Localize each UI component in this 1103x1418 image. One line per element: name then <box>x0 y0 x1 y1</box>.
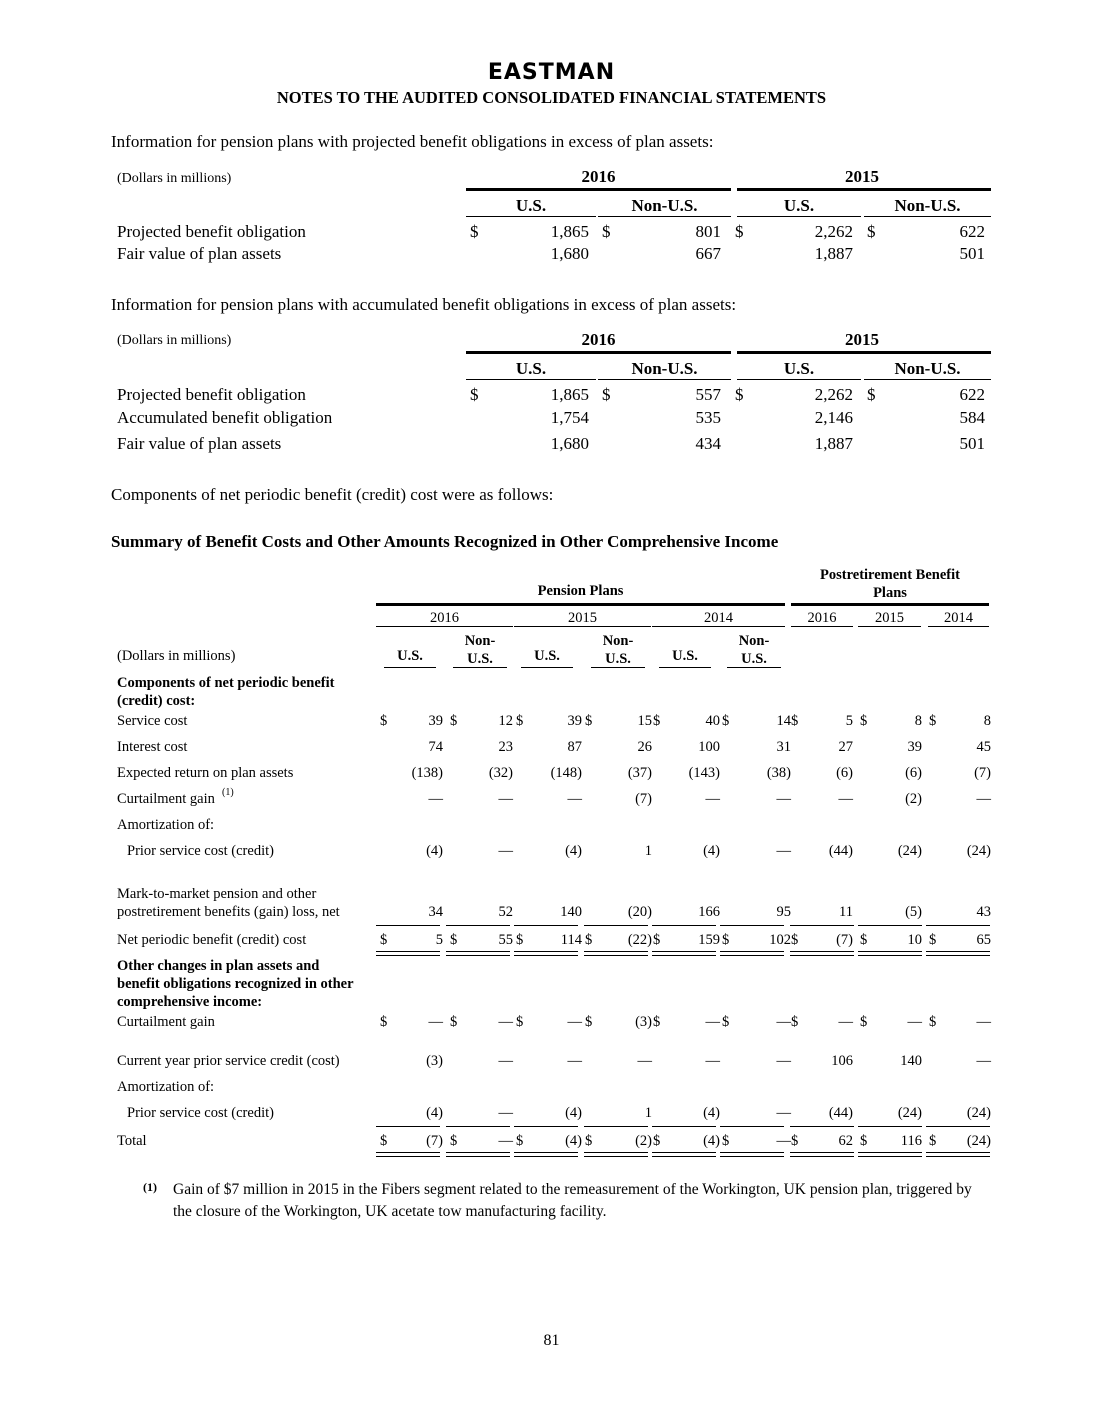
table2-intro: Information for pension plans with accumulated benefit obligations in excess of plan assets: <box>111 295 737 314</box>
dollar-sign: $ <box>602 222 611 241</box>
dollar-sign: $ <box>470 222 479 241</box>
dollar-sign: $ <box>929 1014 937 1030</box>
dollar-sign: $ <box>380 713 388 729</box>
summary-cell: 140 <box>900 1053 922 1069</box>
table1-col-us-2015: U.S. <box>783 196 815 215</box>
dollar-sign: $ <box>929 1133 937 1149</box>
summary-cell: (37) <box>627 765 652 781</box>
summary-row-label: Curtailment gain <box>117 791 215 807</box>
dollar-sign: $ <box>722 1133 730 1149</box>
table2-row-label: Fair value of plan assets <box>117 434 282 453</box>
summary-cell: (32) <box>488 765 513 781</box>
dollar-sign: $ <box>450 1133 458 1149</box>
summary-cell: — <box>498 791 513 807</box>
dollar-sign: $ <box>585 932 593 948</box>
dollar-sign: $ <box>929 932 937 948</box>
summary-cell: 26 <box>637 739 652 755</box>
summary-cell: (7) <box>635 791 652 807</box>
dollar-sign: $ <box>722 713 730 729</box>
summary-cell: — <box>498 1014 513 1030</box>
table1-cell: 1,680 <box>550 244 589 263</box>
summary-cell: 116 <box>900 1133 922 1149</box>
summary-cell: (24) <box>966 843 991 859</box>
summary-cell: — <box>776 1133 791 1149</box>
summary-cell: 40 <box>705 713 720 729</box>
summary-cell: (7) <box>974 765 991 781</box>
table2-cell: 1,680 <box>550 434 589 453</box>
dollar-sign: $ <box>860 932 868 948</box>
dollar-sign: $ <box>791 932 799 948</box>
page-number: 81 <box>543 1332 560 1349</box>
summary-cell: — <box>498 1133 513 1149</box>
col-header-non: Non- <box>602 633 634 649</box>
dollar-sign: $ <box>860 1133 868 1149</box>
total-label: Total <box>117 1133 147 1149</box>
summary-cell: (7) <box>426 1133 443 1149</box>
summary-cell: 39 <box>428 713 443 729</box>
dollar-sign: $ <box>791 1133 799 1149</box>
dollar-sign: $ <box>653 713 661 729</box>
amortization-label: Amortization of: <box>117 1079 215 1095</box>
summary-cell: (5) <box>905 904 922 920</box>
dollar-sign: $ <box>867 385 876 404</box>
table2-year-2016: 2016 <box>581 330 616 349</box>
summary-cell: (20) <box>627 904 652 920</box>
section1-heading-1: Components of net periodic benefit <box>117 675 335 691</box>
postretirement-header-2: Plans <box>873 585 907 601</box>
summary-row-label: Service cost <box>117 713 188 729</box>
summary-cell: 102 <box>769 932 791 948</box>
summary-cell: (44) <box>828 1105 853 1121</box>
dollar-sign: $ <box>722 1014 730 1030</box>
summary-cell: — <box>776 1014 791 1030</box>
summary-cell: (4) <box>565 843 582 859</box>
table2-cell: 557 <box>695 385 721 404</box>
summary-cell: 31 <box>776 739 791 755</box>
footnote-line2: the closure of the Workington, UK acetate tow manufacturing facility. <box>173 1203 607 1220</box>
curtailment-label: Curtailment gain <box>117 1014 215 1030</box>
col-header-non-us: U.S. <box>741 651 767 667</box>
dollar-sign: $ <box>380 1133 388 1149</box>
dollar-sign: $ <box>735 222 744 241</box>
summary-year-header: 2015 <box>568 610 597 626</box>
table2-cell: 1,887 <box>814 434 853 453</box>
section2-heading-3: comprehensive income: <box>117 994 263 1010</box>
summary-cell: — <box>907 1014 922 1030</box>
table2-cell: 1,865 <box>550 385 589 404</box>
summary-cell: (4) <box>426 843 443 859</box>
summary-cell: (2) <box>905 791 922 807</box>
table2-cell: 501 <box>959 434 985 453</box>
table1-year-2015: 2015 <box>845 167 879 186</box>
summary-cell: 55 <box>498 932 513 948</box>
section1-heading-2: (credit) cost: <box>117 693 196 709</box>
summary-cell: 87 <box>567 739 582 755</box>
table1-row-label: Projected benefit obligation <box>117 222 306 241</box>
table1-intro: Information for pension plans with projected benefit obligations in excess of plan assets: <box>111 132 714 151</box>
summary-cell: 62 <box>838 1133 853 1149</box>
col-header-us: U.S. <box>672 648 698 664</box>
table2-cell: 584 <box>959 408 985 427</box>
summary-cell: — <box>976 1053 991 1069</box>
mtm-label-1: Mark-to-market pension and other <box>117 886 317 902</box>
dollar-sign: $ <box>516 1133 524 1149</box>
summary-cell: — <box>776 843 791 859</box>
pension-plans-header: Pension Plans <box>537 583 624 599</box>
table1-units: (Dollars in millions) <box>117 171 232 186</box>
summary-cell: — <box>498 1105 513 1121</box>
psc-label: Prior service cost (credit) <box>127 1105 274 1121</box>
table2-units: (Dollars in millions) <box>117 333 232 348</box>
summary-cell: — <box>428 791 443 807</box>
summary-year-header: 2015 <box>875 610 904 626</box>
dollar-sign: $ <box>585 1014 593 1030</box>
summary-cell: 8 <box>983 713 991 729</box>
summary-cell: 106 <box>831 1053 853 1069</box>
summary-cell: (2) <box>635 1133 652 1149</box>
table1-year-2016: 2016 <box>581 167 616 186</box>
summary-year-header: 2016 <box>430 610 459 626</box>
summary-title: Summary of Benefit Costs and Other Amounts Recognized in Other Comprehensive Income <box>111 532 779 551</box>
summary-cell: (24) <box>966 1105 991 1121</box>
summary-cell: (4) <box>426 1105 443 1121</box>
summary-cell: — <box>637 1053 652 1069</box>
summary-cell: 10 <box>907 932 922 948</box>
summary-cell: (44) <box>828 843 853 859</box>
summary-cell: (4) <box>565 1133 582 1149</box>
dollar-sign: $ <box>450 932 458 948</box>
dollar-sign: $ <box>516 932 524 948</box>
summary-cell: — <box>776 1053 791 1069</box>
table2-col-nonus-2015: Non-U.S. <box>894 359 961 378</box>
section2-heading-1: Other changes in plan assets and <box>117 958 320 974</box>
summary-year-header: 2014 <box>944 610 973 626</box>
table1-cell: 667 <box>695 244 721 263</box>
dollar-sign: $ <box>450 713 458 729</box>
dollar-sign: $ <box>585 713 593 729</box>
col-header-non-us: U.S. <box>605 651 631 667</box>
components-intro: Components of net periodic benefit (credit) cost were as follows: <box>111 485 554 504</box>
col-header-non: Non- <box>738 633 770 649</box>
summary-cell: (148) <box>550 765 582 781</box>
summary-cell: (143) <box>688 765 720 781</box>
table1-cell: 501 <box>959 244 985 263</box>
summary-cell: (7) <box>836 932 853 948</box>
summary-cell: — <box>776 791 791 807</box>
dollar-sign: $ <box>791 713 799 729</box>
summary-cell: (22) <box>627 932 652 948</box>
dollar-sign: $ <box>450 1014 458 1030</box>
current-year-label: Current year prior service credit (cost) <box>117 1053 340 1069</box>
summary-cell: 43 <box>976 904 991 920</box>
table1-cell: 801 <box>695 222 721 241</box>
dollar-sign: $ <box>860 713 868 729</box>
summary-cell: 27 <box>838 739 853 755</box>
summary-cell: 8 <box>914 713 922 729</box>
company-logo: EASTMAN <box>487 60 616 85</box>
summary-cell: — <box>498 843 513 859</box>
table1-col-nonus-2015: Non-U.S. <box>894 196 961 215</box>
summary-cell: 52 <box>498 904 513 920</box>
summary-cell: 166 <box>698 904 720 920</box>
summary-cell: 12 <box>498 713 513 729</box>
dollar-sign: $ <box>516 713 524 729</box>
dollar-sign: $ <box>722 932 730 948</box>
dollar-sign: $ <box>929 713 937 729</box>
summary-year-header: 2016 <box>807 610 837 626</box>
footnote-marker: (1) <box>143 1180 157 1194</box>
summary-cell: — <box>838 791 853 807</box>
summary-cell: (4) <box>703 1105 720 1121</box>
summary-cell: 100 <box>698 739 720 755</box>
summary-cell: — <box>428 1014 443 1030</box>
table2-col-nonus-2016: Non-U.S. <box>631 359 698 378</box>
summary-cell: — <box>976 1014 991 1030</box>
table1-cell: 1,887 <box>814 244 853 263</box>
dollar-sign: $ <box>653 932 661 948</box>
summary-row-label: Prior service cost (credit) <box>127 843 274 859</box>
summary-row-label: Expected return on plan assets <box>117 765 294 781</box>
dollar-sign: $ <box>867 222 876 241</box>
summary-cell: (3) <box>635 1014 652 1030</box>
dollar-sign: $ <box>516 1014 524 1030</box>
dollar-sign: $ <box>653 1133 661 1149</box>
table2-cell: 535 <box>695 408 721 427</box>
col-header-non-us: U.S. <box>467 651 493 667</box>
summary-cell: — <box>567 1014 582 1030</box>
dollar-sign: $ <box>585 1133 593 1149</box>
summary-cell: (4) <box>703 1133 720 1149</box>
summary-cell: — <box>776 1105 791 1121</box>
summary-cell: 39 <box>567 713 582 729</box>
dollar-sign: $ <box>380 932 388 948</box>
table1-row-label: Fair value of plan assets <box>117 244 282 263</box>
table2-col-us-2015: U.S. <box>783 359 815 378</box>
table1-cell: 2,262 <box>814 222 853 241</box>
col-header-non: Non- <box>464 633 496 649</box>
summary-cell: — <box>567 1053 582 1069</box>
summary-cell: — <box>498 1053 513 1069</box>
table2-col-us-2016: U.S. <box>515 359 547 378</box>
table2-cell: 622 <box>959 385 985 404</box>
summary-cell: 1 <box>644 1105 652 1121</box>
summary-cell: — <box>705 1053 720 1069</box>
summary-cell: (138) <box>411 765 443 781</box>
summary-cell: — <box>567 791 582 807</box>
table2-year-2015: 2015 <box>845 330 879 349</box>
dollar-sign: $ <box>380 1014 388 1030</box>
summary-cell: (24) <box>897 843 922 859</box>
table1-col-nonus-2016: Non-U.S. <box>631 196 698 215</box>
summary-cell: (38) <box>766 765 791 781</box>
summary-cell: (24) <box>897 1105 922 1121</box>
summary-cell: 39 <box>907 739 922 755</box>
net-label: Net periodic benefit (credit) cost <box>117 932 307 948</box>
summary-cell: — <box>705 791 720 807</box>
summary-cell: 15 <box>637 713 652 729</box>
table2-cell: 2,262 <box>814 385 853 404</box>
summary-cell: 74 <box>428 739 443 755</box>
summary-cell: 65 <box>976 932 991 948</box>
table1-col-us-2016: U.S. <box>515 196 547 215</box>
summary-cell: (4) <box>565 1105 582 1121</box>
summary-cell: 114 <box>560 932 582 948</box>
summary-cell: 14 <box>776 713 791 729</box>
dollar-sign: $ <box>653 1014 661 1030</box>
summary-year-header: 2014 <box>704 610 733 626</box>
mtm-label-2: postretirement benefits (gain) loss, net <box>117 904 340 920</box>
summary-cell: (3) <box>426 1053 443 1069</box>
footnote-ref: (1) <box>222 787 234 798</box>
table2-cell: 434 <box>695 434 721 453</box>
col-header-us: U.S. <box>534 648 560 664</box>
dollar-sign: $ <box>860 1014 868 1030</box>
summary-cell: 11 <box>839 904 853 920</box>
summary-cell: — <box>976 791 991 807</box>
dollar-sign: $ <box>470 385 479 404</box>
summary-cell: (4) <box>703 843 720 859</box>
summary-cell: 95 <box>776 904 791 920</box>
summary-cell: 23 <box>498 739 513 755</box>
dollar-sign: $ <box>735 385 744 404</box>
summary-cell: (24) <box>966 1133 991 1149</box>
summary-cell: (6) <box>836 765 853 781</box>
footnote-line1: Gain of $7 million in 2015 in the Fibers segment related to the remeasurement of the Workington, UK pension plan, triggered by <box>173 1181 972 1198</box>
summary-cell: 5 <box>435 932 443 948</box>
page-subtitle: NOTES TO THE AUDITED CONSOLIDATED FINANCIAL STATEMENTS <box>276 88 827 107</box>
table1-cell: 1,865 <box>550 222 589 241</box>
summary-row-label: Interest cost <box>117 739 188 755</box>
table2-row-label: Projected benefit obligation <box>117 385 306 404</box>
summary-cell: — <box>705 1014 720 1030</box>
table2-row-label: Accumulated benefit obligation <box>117 408 333 427</box>
postretirement-header-1: Postretirement Benefit <box>820 567 960 583</box>
summary-units: (Dollars in millions) <box>117 648 236 664</box>
table2-cell: 1,754 <box>550 408 589 427</box>
summary-cell: 5 <box>845 713 853 729</box>
summary-cell: 159 <box>698 932 720 948</box>
summary-cell: — <box>838 1014 853 1030</box>
table1-cell: 622 <box>959 222 985 241</box>
summary-cell: 1 <box>644 843 652 859</box>
summary-row-label: Amortization of: <box>117 817 215 833</box>
table2-cell: 2,146 <box>814 408 853 427</box>
dollar-sign: $ <box>791 1014 799 1030</box>
summary-cell: 34 <box>428 904 443 920</box>
col-header-us: U.S. <box>397 648 423 664</box>
dollar-sign: $ <box>602 385 611 404</box>
summary-cell: 140 <box>560 904 582 920</box>
summary-cell: 45 <box>976 739 991 755</box>
section2-heading-2: benefit obligations recognized in other <box>117 976 354 992</box>
summary-cell: (6) <box>905 765 922 781</box>
